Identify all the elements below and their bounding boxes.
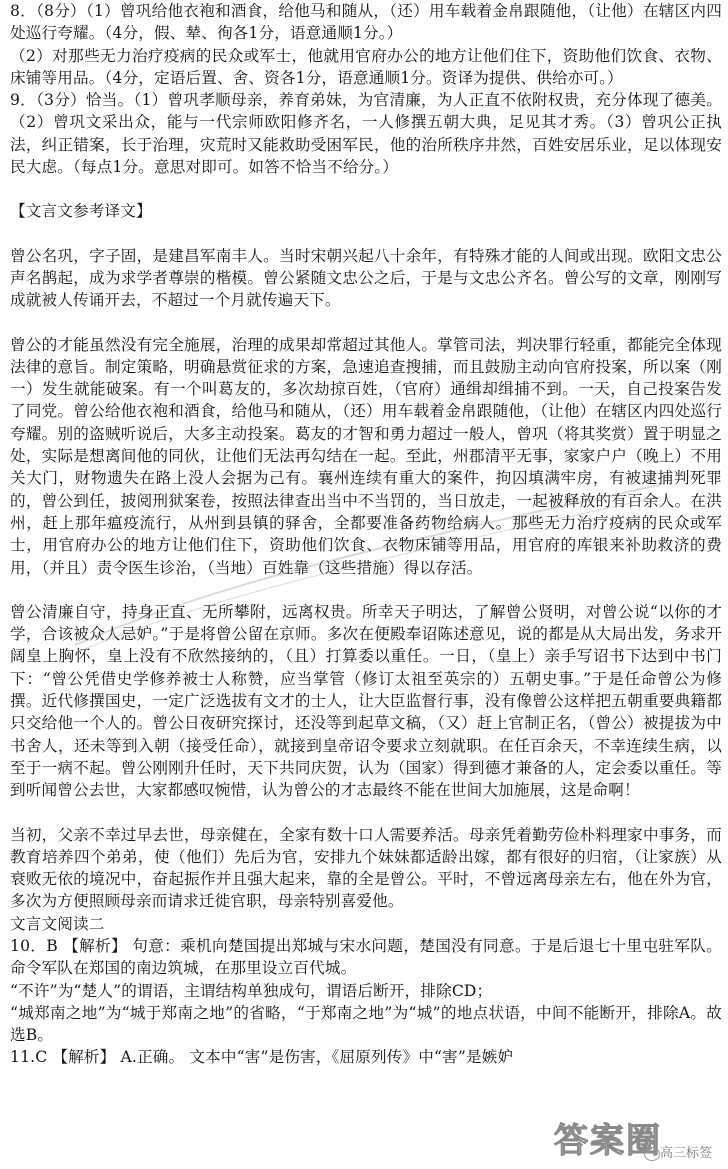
watermark-caption: 高三标签: [659, 1146, 712, 1161]
answer-q10-line2: “不许”为“楚人”的谓语，主谓结构单独成句，谓语后断开，排除CD；: [10, 981, 493, 1000]
answer-q10-line1: 10．B 【解析】 句意：乘机向楚国提出郑城与宋水问题，楚国没有同意。于是后退七十里屯驻军队。命令军队在郑国的南边筑城，在那里设立百代城。: [10, 936, 722, 978]
reading2-title: 文言文阅读二: [10, 914, 105, 933]
watermark: [554, 1109, 714, 1163]
answer-q10-line3: “城郑南之地”为“城于郑南之地”的省略，“于郑南之地”为“城”的地点状语，中间不能断开，排除A。故选B。: [10, 1003, 722, 1045]
wechat-icon: [644, 1147, 660, 1161]
answer-q8-part2: （2）对那些无力治疗疫病的民众或军士，他就用官府办公的地方让他们住下，资助他们饮食、衣物、床铺等用品。（4分，定语后置、舍、资各1分，语意通顺1分。资译为提供、供给亦可。）: [10, 46, 722, 87]
translation-paragraph-3: 曾公清廉自守，持身正直、无所攀附，远离权贵。所幸天子明达，了解曾公贤明，对曾公说“以你的才学，合该被众人忌妒。”于是将曾公留在京师。多次在便殿奉诏陈述意见，说的都是从大局出发，务求开阔皇上胸怀，皇上没有不欣然接纳的，（且）打算委以重任。一日，（皇上）亲手写诏书下达到中书门下：“曾公凭借史学修养被士人称赞，应当掌管（修订太祖至英宗的）五朝史事。”于是任命曾公为修撰。近代修撰国史，一定广泛选拔有文才的士人，让大臣监督行事，没有像曾公这样把五朝重要典籍都只交给他一个人的。曾公日夜研究探讨，还没等到起草文稿，（又）赶上官制正名，（曾公）被提拔为中书舍人，还未等到入朝（接受任命），就接到皇帝诏令要求立刻就职。在任百余天，不幸连续生病，以至于一病不起。曾公刚刚升任时，天下共同庆贺，认为（国家）得到德才兼备的人，定会委以重任。等到听闻曾公去世，大家都感叹惋惜，认为曾公的才志最终不能在世间大加施展，这是命啊！: [10, 602, 722, 800]
document-page: [10, 0, 722, 1169]
answer-q8-part1: 8．（8分）（1）曾巩给他衣袍和酒食，给他马和随从，（还）用车载着金帛跟随他，（让他）在辖区内四处巡行夸耀。（4分，假、辇、徇各1分，语意通顺1分。）: [10, 2, 722, 43]
translation-paragraph-2: 曾公的才能虽然没有完全施展，治理的成果却常超过其他人。掌管司法，判决罪行轻重，都能完全体现法律的意旨。制定策略，明确悬赏征求的方案，急速追查搜捕，而且鼓励主动向官府投案，所以案（刚一）发生就能破案。有一个叫葛友的，多次劫掠百姓，（官府）通缉却缉捕不到。一天，自己投案告发了同党。曾公给他衣袍和酒食，给他马和随从，（还）用车载着金帛跟随他，（让他）在辖区内四处巡行夸耀。别的盗贼听说后，大多主动投案。葛友的才智和勇力超过一般人，曾巩（将其奖赏）置于明显之处，实际是想离间他的同伙，让他们无法再勾结在一起。至此，州郡清平无事，家家户户（晚上）不用关大门，财物遗失在路上没人会据为己有。襄州连续有重大的案件，拘囚填满牢房，有被逮捕判死罪的，曾公到任，披阅刑狱案卷，按照法律查出当中不当罚的，当日放走，一起被释放的有百余人。在洪州，赶上那年瘟疫流行，从州到县镇的驿舍，全都要准备药物给病人。那些无力治疗疫病的民众或军士，用官府办公的地方让他们住下，资助他们饮食、衣物床铺等用品，用官府的库银来补助救济的费用，（并且）责令医生诊治，（当地）百姓靠（这些措施）得以存活。: [10, 335, 722, 577]
answer-q9: 9．（3分）恰当。（1）曾巩孝顺母亲，养育弟妹，为官清廉，为人正直不依附权贵，充分体现了德美。（2）曾巩文采出众，能与一代宗师欧阳修齐名，一人修撰五朝大典，足见其才秀。（3）曾巩公正执法，纠正错案，长于治理，灾荒时又能救助受困军民，他的治所秩序井然，百姓安居乐业，足以体现安民大虑。（每点1分。意思对即可。如答不恰当不给分。）: [10, 91, 722, 177]
translation-section-title: 【文言文参考译文】: [10, 202, 152, 221]
translation-paragraph-4: 当初，父亲不幸过早去世，母亲健在，全家有数十口人需要养活。母亲凭着勤劳俭朴料理家中事务，而教育培养四个弟弟，使（他们）先后为官，安排九个妹妹都适龄出嫁，都有很好的归宿，（让家族）从衰败无依的境况中，奋起振作并且强大起来，靠的全是曾公。平时，不曾远离母亲左右，他在外为官，多次为方便照顾母亲而请求迁徙官职，母亲特别喜爱他。: [10, 825, 722, 911]
answer-q11: 11.C 【解析】 A.正确。 文本中“害”是伤害，《屈原列传》中“害”是嫉妒: [10, 1048, 514, 1067]
watermark-logo: 答案圈: [554, 1121, 662, 1161]
translation-paragraph-1: 曾公名巩，字子固，是建昌军南丰人。当时宋朝兴起八十余年，有特殊才能的人间或出现。欧阳文忠公声名鹊起，成为求学者尊崇的楷模。曾公紧随文忠公之后，于是与文忠公齐名。曾公写的文章，刚刚写成就被人传诵开去，不超过一个月就传遍天下。: [10, 246, 722, 310]
